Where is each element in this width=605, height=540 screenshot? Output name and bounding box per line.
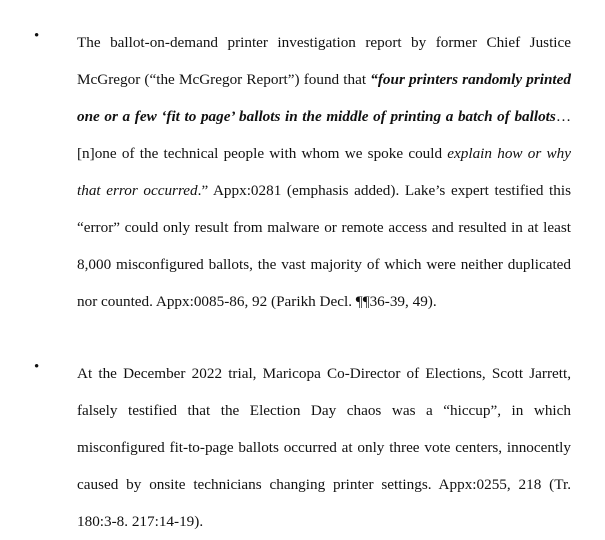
bullet-marker: • bbox=[34, 359, 40, 375]
bullet-marker: • bbox=[34, 28, 40, 44]
text-segment: …[n]one of the technical people with whom we spoke could bbox=[77, 108, 571, 162]
italic-phrase: explain how or why that error occurred bbox=[77, 145, 571, 199]
bullet-paragraph bbox=[77, 24, 571, 320]
text-segment: The ballot-on-demand printer investigation report by former Chief Justice McGregor (“the McGregor Report”) found that bbox=[77, 34, 571, 88]
bullet-paragraph bbox=[77, 355, 571, 540]
text-segment: At the December 2022 trial, Maricopa Co-Director of Elections, Scott Jarrett, falsely testified that the Election Day chaos was a “hiccup”, in which misconfigured fit-to-page ballots occurred at only three vote centers, innocently caused by onsite technicians changing printer settings. Appx:0255, 218 (Tr. 180:3-8. 217:14-19). bbox=[77, 365, 571, 530]
text-segment: .” Appx:0281 (emphasis added). Lake’s expert testified this “error” could only result from malware or remote access and resulted in at least 8,000 misconfigured ballots, the vast majority of which were neither duplicated nor counted. Appx:0085-86, 92 (Parikh Decl. ¶¶36-39, 49). bbox=[77, 182, 572, 310]
emphasized-quote: “four printers randomly printed one or a few ‘fit to page’ ballots in the middle of printing a batch of ballots bbox=[77, 71, 571, 125]
